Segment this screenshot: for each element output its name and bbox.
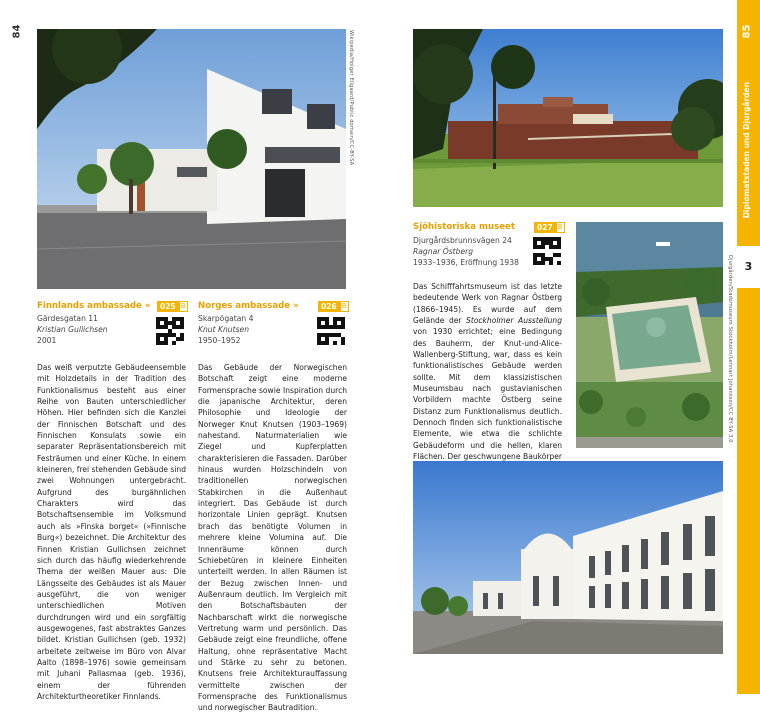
entry-address-norway: Skarpögatan 4 bbox=[198, 314, 254, 323]
entry-title-norway: Norges ambassade » bbox=[198, 301, 299, 311]
photo-maritime-museum-exterior bbox=[413, 29, 723, 207]
entry-architect-museum: Ragnar Östberg bbox=[413, 247, 474, 256]
entry-address-finland: Gärdesgatan 11 bbox=[37, 314, 98, 323]
photo-maritime-museum-courtyard bbox=[413, 461, 723, 654]
entry-title-maritime-museum: Sjöhistoriska museet bbox=[413, 222, 515, 232]
photo-maritime-museum-aerial bbox=[576, 222, 723, 448]
entry-code-badge-finland: 025 B bbox=[157, 301, 188, 312]
text-norwegian-embassy: Das Gebäude der Norwegischen Botschaft zeigt eine moderne Formensprache sowie Inspiration durch die japanische Architektur, deren Philosophie und Ideologie der Norweger Knut Knutsen (1903–1969) nahestand. Naturmaterialien wie Ziegel und Kupferplatten charakterisieren die Fassaden. Darüber hinaus wurden Holzschindeln von traditionellen norwegischen Stabkirchen in die Außenhaut integriert. Das Gebäude ist durch horizontale Linien geprägt. Knutsen brach das benötigte Volumen in mehrere kleine Volumina auf. Die Innenräume können durch Schiebetüren in kleinere Einheiten unterteilt werden. In allen Räumen ist der Bezug zwischen Innen- und Außenraum deutlich. Im Vergleich mit den Botschaftsbauten der Nachbarschaft wirkt die norwegische Vertretung warm und persönlich. Das Gebäude zeigt eine freundliche, offene Haltung, ohne repräsentative Macht und Stärke zu sehr zu betonen. Knutsens freie Architekturauffassung vermittelte zwischen der Formensprache des Funktionalismus und norwegischer Bautradition. bbox=[198, 363, 347, 713]
entry-architect-finland: Kristian Gullichsen bbox=[37, 325, 108, 334]
text-maritime-museum: Das Schifffahrtsmuseum ist das letzte bedeutende Werk von Ragnar Östberg (1866–1945). Es wurde auf dem Gelände der Stockholmer Ausstellung von 1930 errichtet; eine Bedingung des Bauherrn, der Knut-und-Alice-Wallenberg-Stiftung, war, dass es kein funktionalistisches Gebäude werden sollte. Mit dem klassizistischen Museumsbau nach gustavianischen Vorbildern machte Östberg seine Distanz zum Funktionalismus deutlich. Dennoch finden sich funktionalistische Elemente, wie etwa die schlichte Gebäudeform und die hellen, klaren Flächen. Der geschwungene Baukörper bbox=[413, 282, 563, 462]
entry-code-badge-museum: 027 B bbox=[534, 222, 565, 233]
page-number-left: 84 bbox=[11, 24, 23, 39]
entry-code-badge-norway: 026 B bbox=[318, 301, 349, 312]
entry-architect-norway: Knut Knutsen bbox=[198, 325, 250, 334]
entry-year-norway: 1950–1952 bbox=[198, 336, 241, 345]
entry-year-finland: 2001 bbox=[37, 336, 57, 345]
entry-title-finland: Finnlands ambassade » bbox=[37, 301, 151, 311]
photo-credit-left: Wikipedia/Holger Ellgaard/Public domain/CC-BY-SA bbox=[348, 30, 354, 166]
chapter-number: 3 bbox=[744, 260, 753, 273]
chapter-tab[interactable] bbox=[737, 0, 760, 246]
chapter-number-box bbox=[737, 248, 760, 286]
entry-address-museum: Djurgårdsbrunnsvägen 24 bbox=[413, 236, 512, 245]
text-finnish-embassy: Das weiß verputzte Gebäudeensemble mit Holzdetails in der Tradition des Funktionalismus besteht aus einer Reihe von Bauten unterschiedlicher Höhen. Hier befinden sich die Kanzlei der Finnischen Botschaft und des Finnischen Konsulats sowie ein separater Repräsentationsbereich mit Festräumen und einer Küche. In einem kleineren, frei stehenden Gebäude sind zwei Wohnungen untergebracht. Aufgrund des burgähnlichen Charakters wird das Botschaftsensemble im Volksmund auch als »Finska borget« (»Finnische Burg«) bezeichnet. Die Architektur des Finnen Kristian Gullichsen zeichnet sich durch das häufig wiederkehrende Thema der weißen Mauer aus: Die Längsseite des Gebäudes ist als Mauer ausgeführt, die von weniger unterschiedlichen Motiven durchdrungen wird und ein sorgfältig ausgewogenes, fast abstraktes Ganzes bildet. Kristian Gullichsen (geb. 1932) arbeitete zeitweise im Büro von Alvar Aalto (1898–1976) sowie gemeinsam mit Juhani Pallasmaa (geb. 1936), einem der führenden Architekturtheoretiker Finnlands. bbox=[37, 363, 187, 701]
section-title: Diplomatstaden und Djurgården bbox=[742, 82, 751, 219]
chapter-tab-lower bbox=[737, 288, 760, 694]
qr-code-norway[interactable] bbox=[317, 317, 345, 345]
entry-year-museum: 1933–1936, Eröffnung 1938 bbox=[413, 258, 519, 267]
page-number-right: 85 bbox=[741, 24, 753, 39]
qr-code-finland[interactable] bbox=[156, 317, 184, 345]
photo-credit-right: Djurgården/Stadsmuseum Stockholm/Lennart Johansson/CC BY-SA 3.0 bbox=[727, 255, 733, 443]
photo-finnish-embassy bbox=[37, 29, 346, 289]
qr-code-museum[interactable] bbox=[533, 237, 561, 265]
